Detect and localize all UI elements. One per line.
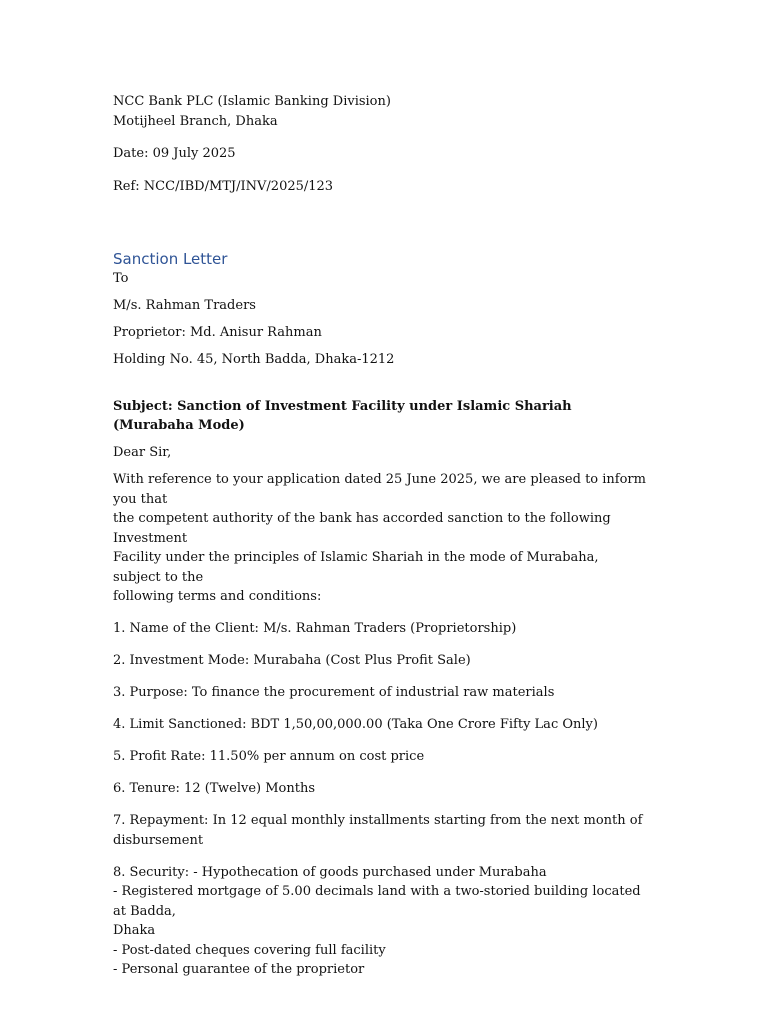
recipient-to: To <box>113 271 129 286</box>
term-investment-mode: 2. Investment Mode: Murabaha (Cost Plus Profit Sale) <box>113 653 471 668</box>
term-repayment <box>113 811 648 850</box>
term-limit: 4. Limit Sanctioned: BDT 1,50,00,000.00 (Taka One Crore Fifty Lac Only) <box>113 717 598 732</box>
term-line: disbursement <box>113 832 204 848</box>
intro-line: following terms and conditions: <box>113 589 322 604</box>
term-line: - Post-dated cheques covering full facility <box>113 942 386 958</box>
recipient-name: M/s. Rahman Traders <box>113 298 256 313</box>
intro-line: Facility under the principles of Islamic Shariah in the mode of Murabaha, subject to the <box>113 550 599 585</box>
recipient-proprietor: Proprietor: Md. Anisur Rahman <box>113 325 322 340</box>
recipient-address: Holding No. 45, North Badda, Dhaka-1212 <box>113 352 395 367</box>
intro-line: the competent authority of the bank has accorded sanction to the following Investment <box>113 511 611 546</box>
term-purpose: 3. Purpose: To finance the procurement of industrial raw materials <box>113 685 555 700</box>
term-line: Dhaka <box>113 923 156 938</box>
term-line: - Registered mortgage of 5.00 decimals land with a two-storied building located at Badda, <box>113 884 641 919</box>
term-profit-rate: 5. Profit Rate: 11.50% per annum on cost price <box>113 749 425 764</box>
salutation: Dear Sir, <box>113 445 172 460</box>
term-line: 8. Security: - Hypothecation of goods purchased under Murabaha <box>113 864 547 880</box>
term-client-name: 1. Name of the Client: M/s. Rahman Traders (Proprietorship) <box>113 621 517 636</box>
intro-paragraph <box>113 470 648 607</box>
reference-number: Ref: NCC/IBD/MTJ/INV/2025/123 <box>113 178 334 194</box>
branch-name: Motijheel Branch, Dhaka <box>113 113 278 129</box>
bank-name: NCC Bank PLC (Islamic Banking Division) <box>113 94 391 109</box>
document-title: Sanction Letter <box>113 250 228 268</box>
bank-address-block <box>113 92 648 131</box>
term-tenure: 6. Tenure: 12 (Twelve) Months <box>113 781 316 796</box>
term-security <box>113 863 648 980</box>
intro-line: With reference to your application dated 25 June 2025, we are pleased to inform you that <box>113 472 646 507</box>
term-line: - Personal guarantee of the proprietor <box>113 962 365 977</box>
letter-date: Date: 09 July 2025 <box>113 146 236 161</box>
letter-subject: Subject: Sanction of Investment Facility under Islamic Shariah (Murabaha Mode) <box>113 398 572 433</box>
letter-body <box>113 92 648 980</box>
term-line: 7. Repayment: In 12 equal monthly installments starting from the next month of <box>113 813 643 828</box>
